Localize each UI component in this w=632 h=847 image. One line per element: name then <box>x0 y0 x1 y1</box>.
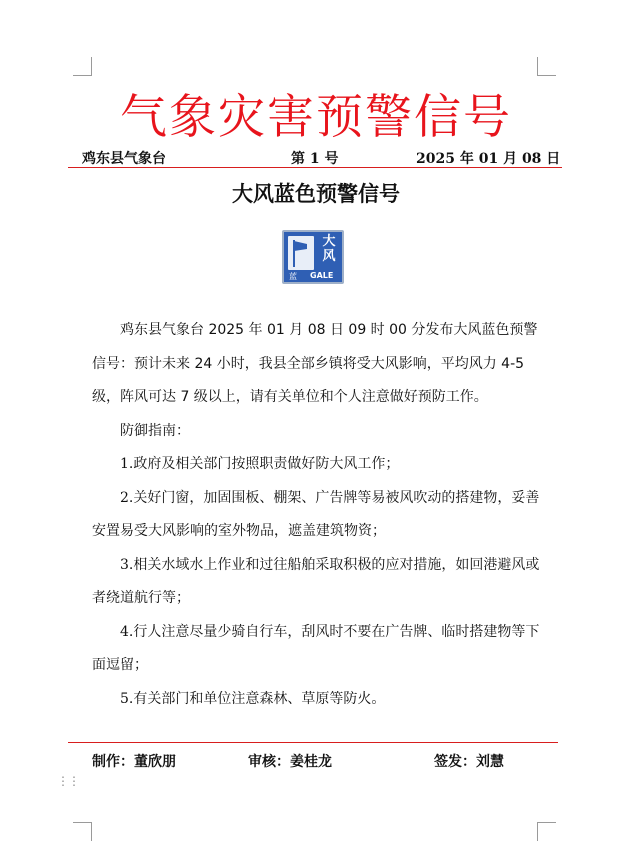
guide-item: 1.政府及相关部门按照职责做好防大风工作； <box>120 456 400 472</box>
guide-heading: 防御指南： <box>120 422 190 439</box>
issuer-signature: 签发：刘慧 <box>434 754 504 770</box>
header-divider <box>68 167 562 168</box>
issue-date: 2025 年 01 月 08 日 <box>416 151 561 167</box>
signal-level-label: 蓝 <box>289 272 297 281</box>
intro-paragraph: 鸡东县气象台 2025 年 01 月 08 日 09 时 00 分发布大风蓝色预警信号：预计未来 24 小时，我县全部乡镇将受大风影响，平均风力 4-5 级，阵风可达 7 级以上，请有关单位和个人注意做好预防工作。 <box>92 322 538 405</box>
signal-label-gale: 大风 <box>322 234 336 264</box>
main-title: 气象灾害预警信号 <box>120 90 512 145</box>
guide-item: 2.关好门窗，加固围板、棚架、广告牌等易被风吹动的搭建物，妥善安置易受大风影响的室外物品，遮盖建筑物资； <box>92 489 540 539</box>
guide-item: 4.行人注意尽量少骑自行车，刮风时不要在广告牌、临时搭建物等下面逗留； <box>92 623 540 673</box>
maker-signature: 制作：董欣朋 <box>92 754 176 770</box>
footer-divider <box>68 742 558 743</box>
guide-item: 3.相关水域水上作业和过往船舶采取积极的应对措施，如回港避风或者绕道航行等； <box>92 556 540 606</box>
guide-item: 5.有关部门和单位注意森林、草原等防火。 <box>120 690 386 707</box>
document-title: 大风蓝色预警信号 <box>232 181 400 206</box>
drag-handle-icon[interactable]: ⋮⋮ <box>57 774 79 788</box>
crop-mark-top-right <box>537 57 556 76</box>
reviewer-signature: 审核：姜桂龙 <box>248 754 332 770</box>
signal-label-en: GALE <box>310 271 334 280</box>
issue-number: 第 1 号 <box>291 151 339 167</box>
crop-mark-bottom-left <box>73 822 92 841</box>
gale-blue-signal-icon <box>282 230 344 284</box>
crop-mark-bottom-right <box>537 822 556 841</box>
document-body <box>92 314 540 716</box>
flag-icon <box>288 236 314 270</box>
issuer-name: 鸡东县气象台 <box>82 151 166 167</box>
crop-mark-top-left <box>73 57 92 76</box>
